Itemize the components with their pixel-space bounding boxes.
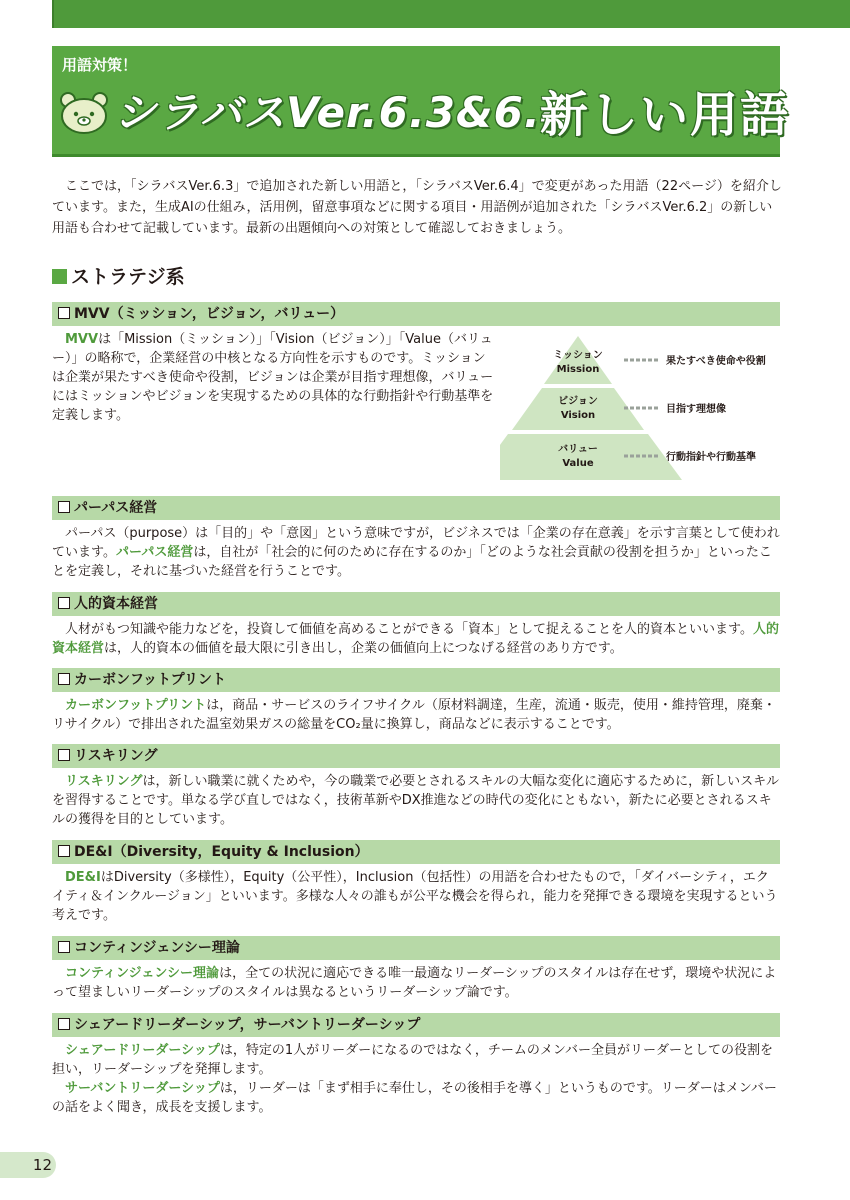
pyramid-label-ja-2: ビジョン — [558, 396, 598, 407]
term-body-dei: DE&IはDiversity（多様性），Equity（公平性），Inclusion（包括性）の用語を合わせたもので，「ダイバーシティ，エクイティ＆インクルージョン」といいます。多様な人々の誰もが公平な機会を得られ，能力を発揮できる環境を実現するという考えです。 — [52, 870, 778, 923]
mvv-pyramid-diagram — [500, 336, 790, 484]
checkbox-icon — [58, 597, 70, 609]
term-heading-reskilling: リスキリング — [52, 744, 780, 768]
checkbox-icon — [58, 941, 70, 953]
checkbox-icon — [58, 501, 70, 513]
banner-tag: 用語対策！ — [62, 56, 138, 74]
pyramid-label-en-2: Vision — [560, 410, 596, 421]
banner-title: シラバスVer.6.3&6.4 — [114, 88, 572, 137]
checkbox-icon — [58, 307, 70, 319]
term-heading-carbon-footprint: カーボンフットプリント — [52, 668, 780, 692]
checkbox-icon — [58, 845, 70, 857]
term-heading-mvv: MVV（ミッション，ビジョン，バリュー） — [52, 302, 780, 326]
pyramid-label-ja-1: ミッション — [553, 350, 603, 361]
checkbox-icon — [58, 673, 70, 685]
term-heading-contingency: コンティンジェンシー理論 — [52, 936, 780, 960]
term-body-purpose: パーパス（purpose）は「目的」や「意図」という意味ですが，ビジネスでは「企業の存在意義」を示す言葉として使われています。パーパス経営は，自社が「社会的に何のために存在するのか」「どのような社会貢献の役割を担うか」といったことを定義し，それに基づいた経営を行うことです。 — [52, 526, 780, 579]
term-body-contingency: コンティンジェンシー理論は，全ての状況に適応できる唯一最適なリーダーシップのスタイルは存在せず，環境や状況によって望ましいリーダーシップのスタイルは異なるというリーダーシップ論です。 — [52, 966, 777, 1000]
checkbox-icon — [58, 749, 70, 761]
term-body-mvv: MVVは「Mission（ミッション）」「Vision（ビジョン）」「Value（バリュー）」の略称で，企業経営の中核となる方向性を示すものです。ミッションは企業が果たすべき使命や役割，ビジョンは企業が目指す理想像，バリューにはミッションやビジョンを実現するための具体的な行動指針や行動基準を定義します。 — [52, 332, 494, 423]
term-body-human-capital: 人材がもつ知識や能力などを，投資して価値を高めることができる「資本」として捉えることを人的資本といいます。人的資本経営は，人的資本の価値を最大限に引き出し，企業の価値向上につなげる経営のあり方です。 — [52, 622, 779, 656]
intro-paragraph: ここでは，「シラバスVer.6.3」で追加された新しい用語と，「シラバスVer.6.4」で変更があった用語（22ページ）を紹介しています。また，生成AIの仕組み，活用例，留意事項などに関する項目・用語例が追加された「シラバスVer.6.2」の新しい用語も合わせて記載しています。最新の出題傾向への対策として確認しておきましょう。 — [52, 179, 782, 236]
pyramid-desc-3: 行動指針や行動基準 — [666, 452, 756, 463]
pyramid-desc-1: 果たすべき使命や役割 — [666, 356, 766, 367]
square-bullet-icon — [52, 269, 67, 284]
term-heading-human-capital: 人的資本経営 — [52, 592, 780, 616]
term-body-reskilling: リスキリングは，新しい職業に就くためや，今の職業で必要とされるスキルの大幅な変化に適応するために，新しいスキルを習得することです。単なる学び直しではなく，技術革新やDX推進などの時代の変化にともない，新たに必要とされるスキルの獲得を目的としています。 — [52, 774, 779, 827]
term-heading-purpose: パーパス経営 — [52, 496, 780, 520]
term-heading-dei: DE&I（Diversity，Equity & Inclusion） — [52, 840, 780, 864]
term-heading-leadership: シェアードリーダーシップ，サーバントリーダーシップ — [52, 1013, 780, 1037]
term-body-carbon-footprint: カーボンフットプリントは，商品・サービスのライフサイクル（原材料調達，生産，流通・販売，使用・維持管理，廃棄・リサイクル）で排出された温室効果ガスの総量をCO₂量に換算し，商品などに表示することです。 — [52, 698, 776, 732]
pyramid-label-en-3: Value — [562, 458, 594, 469]
section-title: ストラテジ系 — [71, 266, 185, 288]
banner-title-suffix: 新しい用語 — [540, 87, 791, 143]
pyramid-label-ja-3: バリュー — [558, 444, 598, 455]
pyramid-desc-2: 目指す理想像 — [666, 404, 726, 415]
pyramid-label-en-1: Mission — [556, 364, 600, 375]
section-heading — [52, 262, 185, 289]
page-number: 12 — [0, 1152, 56, 1178]
top-divider — [52, 0, 54, 28]
bear-mascot-icon — [58, 90, 110, 136]
top-color-bar — [52, 0, 850, 28]
title-banner — [52, 46, 791, 157]
checkbox-icon — [58, 1018, 70, 1030]
term-body-leadership: シェアードリーダーシップは，特定の1人がリーダーになるのではなく，チームのメンバー全員がリーダーとしての役割を担い，リーダーシップを発揮します。 サーバントリーダーシップは，リーダーは「まず相手に奉仕し，その後相手を導く」というものです。リーダーはメンバーの話をよく聞き，成長を支援します。 — [52, 1043, 777, 1115]
